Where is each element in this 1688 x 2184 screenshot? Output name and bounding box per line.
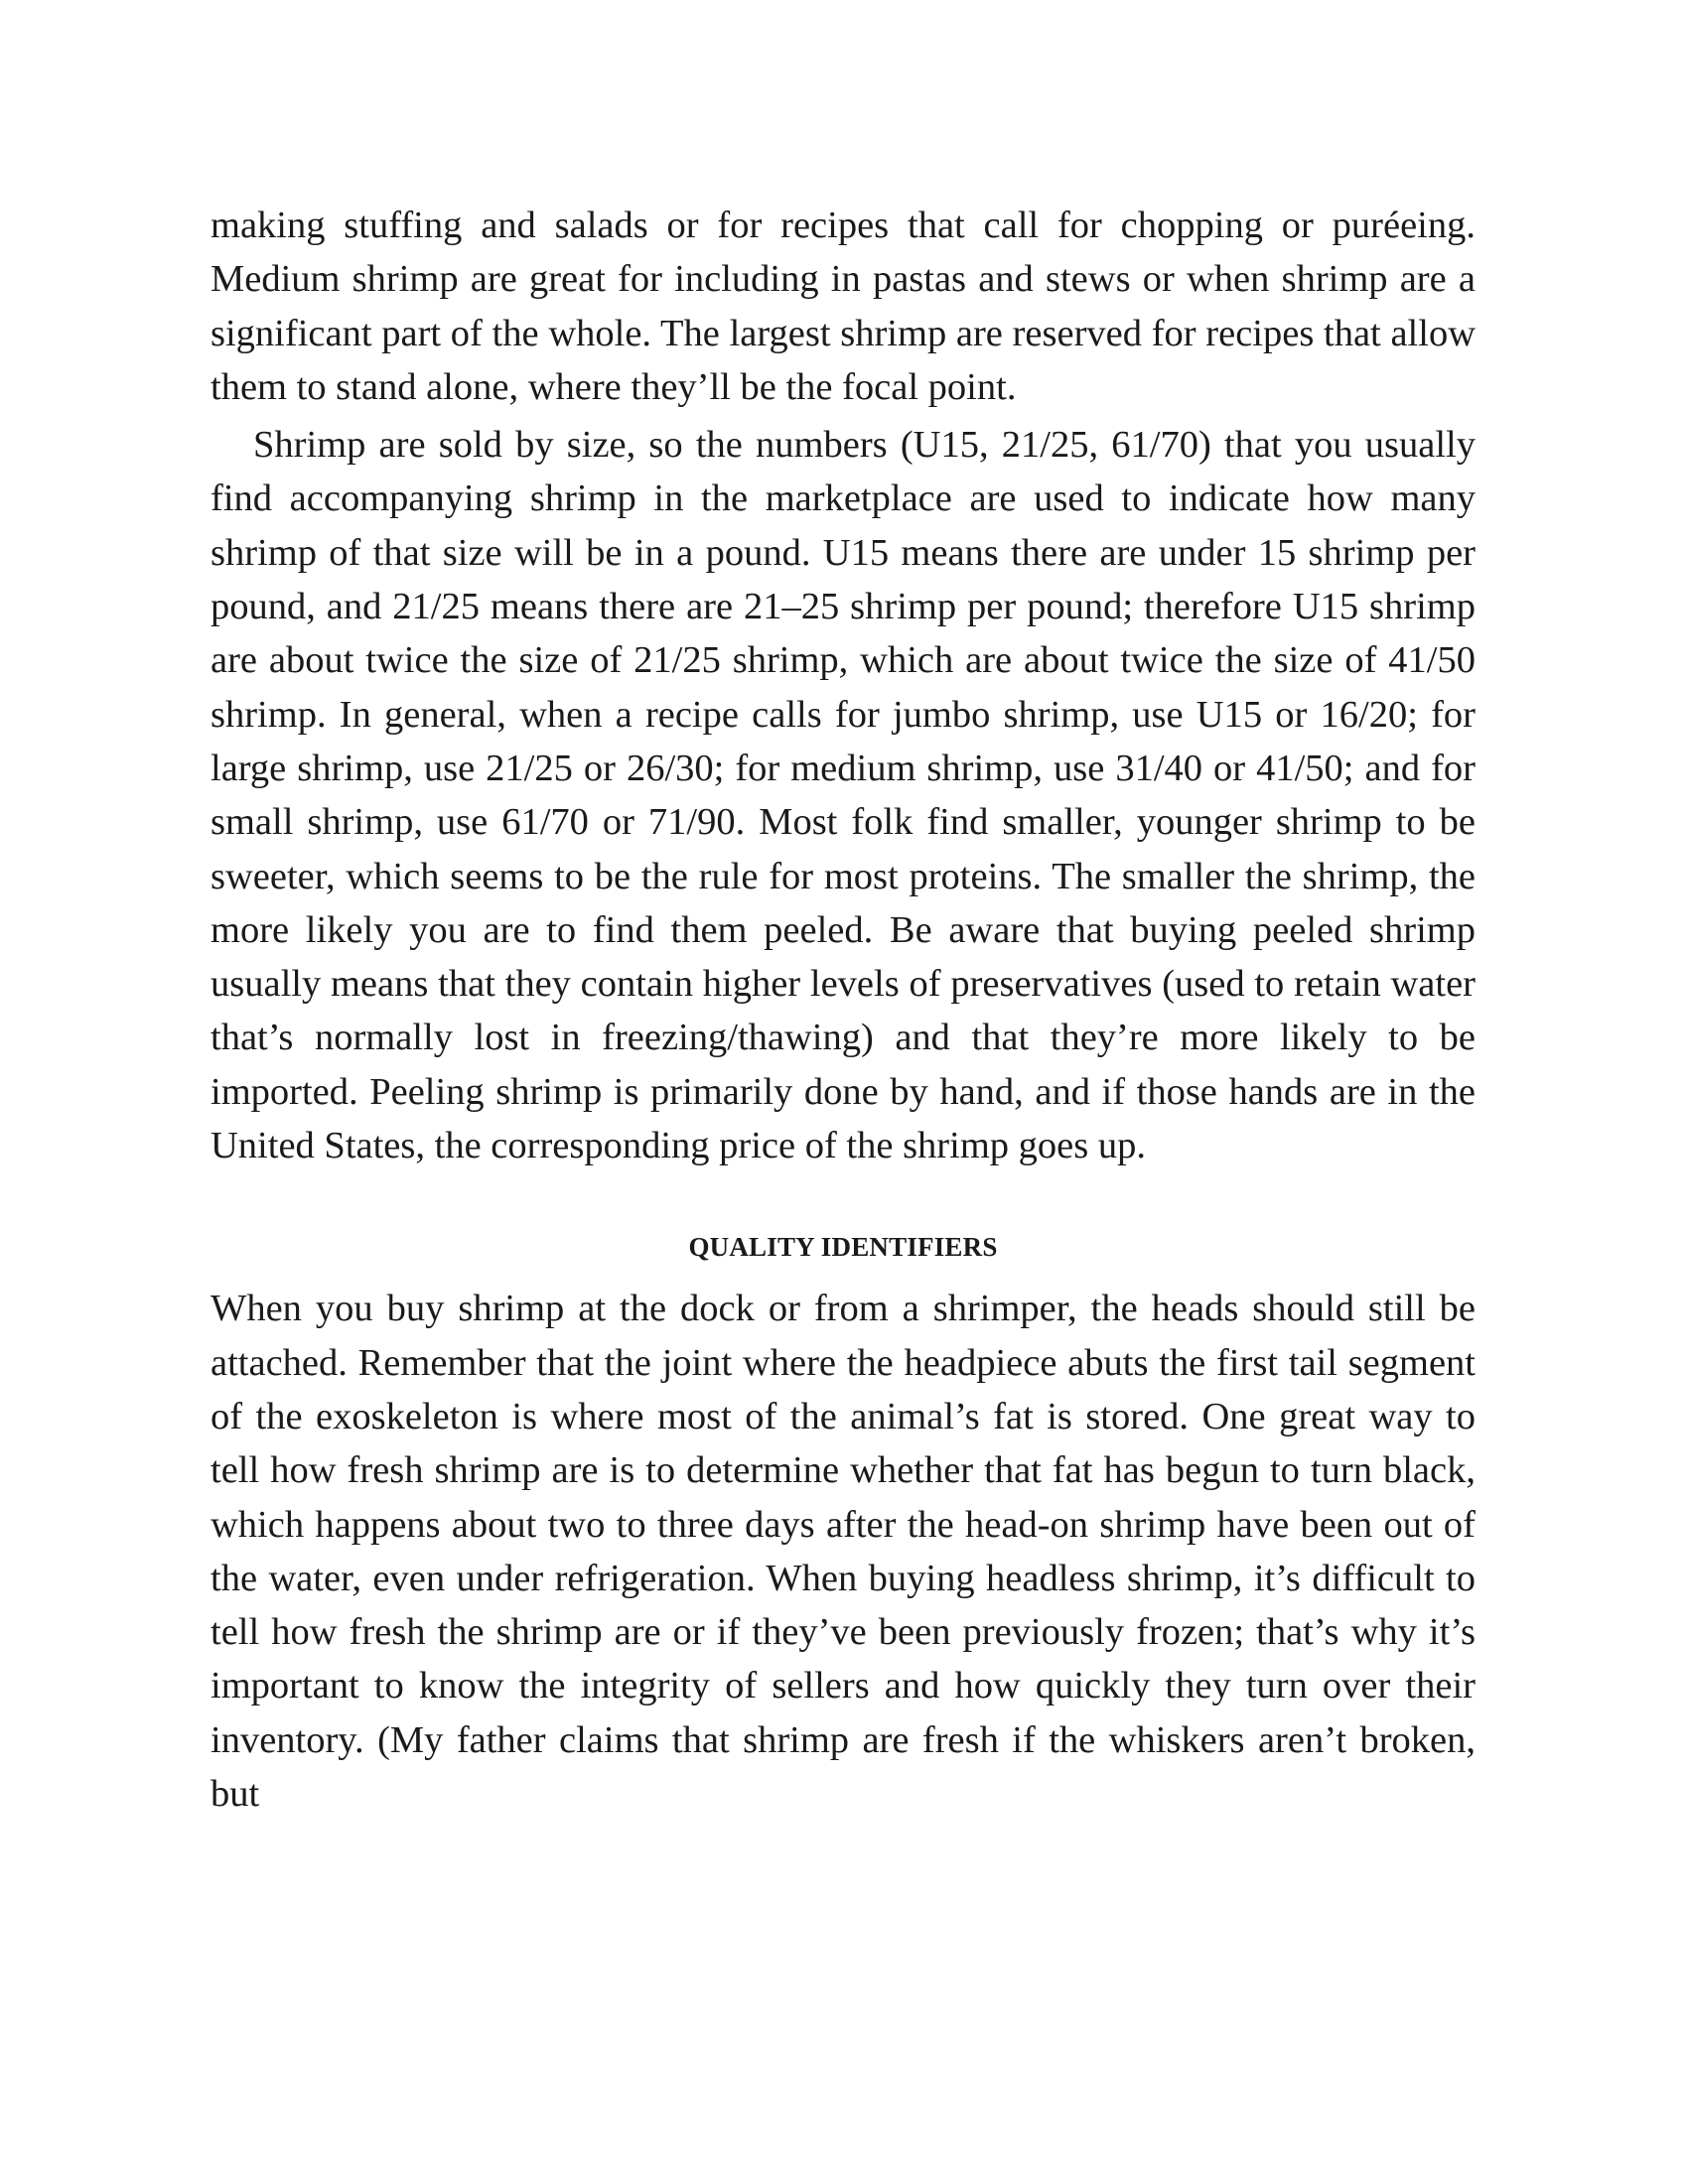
paragraph-quality-identifiers: When you buy shrimp at the dock or from a shrimper, the heads should still be attached. Remember that the joint where the headpiece abuts the first tail segment of the exoskeleton is where most of the animal’s fat is stored. One great way to tell how fresh shrimp are is to determine whether that fat has begun to turn black, which happens about two to three days after the head-on shrimp have been out of the water, even under refrigeration. When buying headless shrimp, it’s difficult to tell how fresh the shrimp are or if they’ve been previously frozen; that’s why it’s important to know the integrity of sellers and how quickly they turn over their inventory. (My father claims that shrimp are fresh if the whiskers aren’t broken, but (211, 1288, 1476, 1816)
paragraph-shrimp-uses: making stuffing and salads or for recipes that call for chopping or puréeing. Medium shrimp are great for including in pastas and stews or when shrimp are a significant part of the whole. The largest shrimp are reserved for recipes that allow them to stand alone, where they’ll be the focal point. (211, 205, 1476, 408)
section-heading: QUALITY IDENTIFIERS (688, 1232, 998, 1263)
book-page (211, 199, 1476, 1821)
paragraph-shrimp-sizes: Shrimp are sold by size, so the numbers (U15, 21/25, 61/70) that you usually find accompanying shrimp in the marketplace are used to indicate how many shrimp of that size will be in a pound. U15 means there are under 15 shrimp per pound, and 21/25 means there are 21–25 shrimp per pound; therefore U15 shrimp are about twice the size of 21/25 shrimp, which are about twice the size of 41/50 shrimp. In general, when a recipe calls for jumbo shrimp, use U15 or 16/20; for large shrimp, use 21/25 or 26/30; for medium shrimp, use 31/40 or 41/50; and for small shrimp, use 61/70 or 71/90. Most folk find smaller, younger shrimp to be sweeter, which seems to be the rule for most proteins. The smaller the shrimp, the more likely you are to find them peeled. Be aware that buying peeled shrimp usually means that they contain higher levels of preservatives (used to retain water that’s normally lost in freezing/thawing) and that they’re more likely to be imported. Peeling shrimp is primarily done by hand, and if those hands are in the United States, the corresponding price of the shrimp goes up. (211, 424, 1476, 1167)
